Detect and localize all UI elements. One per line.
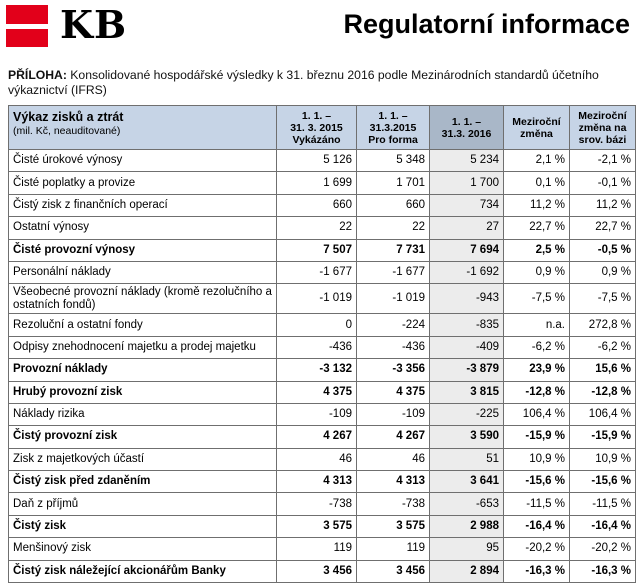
value-yoy-change: -7,5 % bbox=[504, 284, 570, 314]
value-2016: -653 bbox=[430, 493, 504, 515]
value-yoy-comparable: 272,8 % bbox=[570, 314, 636, 336]
value-yoy-comparable: -7,5 % bbox=[570, 284, 636, 314]
value-2015-proforma: 4 267 bbox=[357, 426, 430, 448]
value-2015-reported: -3 132 bbox=[277, 359, 357, 381]
value-yoy-comparable: 11,2 % bbox=[570, 194, 636, 216]
page-title: Regulatorní informace bbox=[343, 9, 630, 39]
header-col-2015-proforma bbox=[357, 106, 430, 150]
row-label: Čistý zisk náležející akcionářům Banky bbox=[9, 560, 277, 582]
table-row bbox=[9, 217, 636, 239]
value-2015-proforma: -3 356 bbox=[357, 359, 430, 381]
row-label: Čistý zisk před zdaněním bbox=[9, 471, 277, 493]
value-2016: -225 bbox=[430, 403, 504, 425]
row-label: Menšinový zisk bbox=[9, 538, 277, 560]
value-2015-reported: -1 677 bbox=[277, 261, 357, 283]
value-2016: 3 590 bbox=[430, 426, 504, 448]
header-line: Vykázáno bbox=[292, 133, 341, 146]
value-yoy-change: -16,3 % bbox=[504, 560, 570, 582]
value-yoy-comparable: 22,7 % bbox=[570, 217, 636, 239]
kb-logo-text: KB bbox=[60, 2, 128, 47]
header-line: Pro forma bbox=[368, 133, 418, 146]
value-yoy-change: 2,5 % bbox=[504, 239, 570, 261]
value-2016: -1 692 bbox=[430, 261, 504, 283]
header-col-yoy bbox=[504, 106, 570, 150]
header-col-2016 bbox=[430, 106, 504, 150]
table-row bbox=[9, 194, 636, 216]
table-row bbox=[9, 426, 636, 448]
row-label: Čisté provozní výnosy bbox=[9, 239, 277, 261]
income-statement-table bbox=[8, 105, 636, 583]
value-yoy-comparable: -2,1 % bbox=[570, 150, 636, 172]
row-label: Čistý zisk z finančních operací bbox=[9, 194, 277, 216]
value-yoy-change: -11,5 % bbox=[504, 493, 570, 515]
value-yoy-change: 0,9 % bbox=[504, 261, 570, 283]
value-2016: 734 bbox=[430, 194, 504, 216]
value-2015-reported: -109 bbox=[277, 403, 357, 425]
value-2015-reported: 3 456 bbox=[277, 560, 357, 582]
table-row bbox=[9, 493, 636, 515]
table-row bbox=[9, 284, 636, 314]
value-yoy-comparable: -11,5 % bbox=[570, 493, 636, 515]
header-label-cell bbox=[9, 106, 277, 150]
table-units: (mil. Kč, neauditované) bbox=[13, 125, 121, 137]
value-yoy-change: -16,4 % bbox=[504, 515, 570, 537]
value-2015-reported: 119 bbox=[277, 538, 357, 560]
value-yoy-change: 106,4 % bbox=[504, 403, 570, 425]
value-2015-proforma: -436 bbox=[357, 336, 430, 358]
value-2015-proforma: -1 019 bbox=[357, 284, 430, 314]
table-row bbox=[9, 448, 636, 470]
value-yoy-change: -12,8 % bbox=[504, 381, 570, 403]
value-2015-reported: 5 126 bbox=[277, 150, 357, 172]
table-row bbox=[9, 261, 636, 283]
value-2015-reported: 1 699 bbox=[277, 172, 357, 194]
value-2015-proforma: -738 bbox=[357, 493, 430, 515]
value-2015-proforma: -109 bbox=[357, 403, 430, 425]
value-2015-proforma: 46 bbox=[357, 448, 430, 470]
row-label: Všeobecné provozní náklady (kromě rezolučního a ostatních fondů) bbox=[9, 284, 277, 314]
value-2016: 2 988 bbox=[430, 515, 504, 537]
header-line: změna na bbox=[578, 121, 627, 134]
value-2016: 27 bbox=[430, 217, 504, 239]
value-2015-reported: 3 575 bbox=[277, 515, 357, 537]
value-2015-proforma: 3 575 bbox=[357, 515, 430, 537]
value-2015-reported: 4 375 bbox=[277, 381, 357, 403]
table-row bbox=[9, 381, 636, 403]
value-yoy-change: 11,2 % bbox=[504, 194, 570, 216]
value-2016: 51 bbox=[430, 448, 504, 470]
value-2016: 1 700 bbox=[430, 172, 504, 194]
value-yoy-change: -20,2 % bbox=[504, 538, 570, 560]
value-yoy-change: 22,7 % bbox=[504, 217, 570, 239]
value-yoy-comparable: 15,6 % bbox=[570, 359, 636, 381]
value-yoy-comparable: -6,2 % bbox=[570, 336, 636, 358]
value-yoy-change: 2,1 % bbox=[504, 150, 570, 172]
value-2016: 95 bbox=[430, 538, 504, 560]
value-yoy-comparable: -12,8 % bbox=[570, 381, 636, 403]
value-2016: 3 815 bbox=[430, 381, 504, 403]
header-line: 1. 1. – bbox=[451, 115, 482, 128]
value-2015-proforma: 4 375 bbox=[357, 381, 430, 403]
row-label: Čistý provozní zisk bbox=[9, 426, 277, 448]
row-label: Čisté poplatky a provize bbox=[9, 172, 277, 194]
table-row bbox=[9, 515, 636, 537]
table-row bbox=[9, 172, 636, 194]
value-yoy-change: -15,9 % bbox=[504, 426, 570, 448]
header-line: 31.3.2015 bbox=[369, 121, 417, 134]
header-line: 31. 3. 2015 bbox=[290, 121, 343, 134]
value-2016: -835 bbox=[430, 314, 504, 336]
value-yoy-change: 10,9 % bbox=[504, 448, 570, 470]
value-2015-reported: 7 507 bbox=[277, 239, 357, 261]
row-label: Rezoluční a ostatní fondy bbox=[9, 314, 277, 336]
value-2015-reported: 4 267 bbox=[277, 426, 357, 448]
row-label: Hrubý provozní zisk bbox=[9, 381, 277, 403]
value-yoy-comparable: -20,2 % bbox=[570, 538, 636, 560]
value-2016: 7 694 bbox=[430, 239, 504, 261]
table-row bbox=[9, 150, 636, 172]
table-row bbox=[9, 239, 636, 261]
value-yoy-comparable: -15,6 % bbox=[570, 471, 636, 493]
value-2015-proforma: 22 bbox=[357, 217, 430, 239]
header-line: Meziroční bbox=[512, 115, 561, 128]
value-2015-reported: -1 019 bbox=[277, 284, 357, 314]
value-2015-proforma: 119 bbox=[357, 538, 430, 560]
value-yoy-comparable: -0,1 % bbox=[570, 172, 636, 194]
table-header-row bbox=[9, 106, 636, 150]
value-2015-reported: -436 bbox=[277, 336, 357, 358]
header-line: 1. 1. – bbox=[301, 109, 332, 122]
header-line: 31.3. 2016 bbox=[441, 127, 492, 140]
value-2016: -943 bbox=[430, 284, 504, 314]
value-yoy-comparable: 10,9 % bbox=[570, 448, 636, 470]
value-2015-proforma: 1 701 bbox=[357, 172, 430, 194]
value-2015-reported: -738 bbox=[277, 493, 357, 515]
value-2016: -409 bbox=[430, 336, 504, 358]
value-yoy-change: 0,1 % bbox=[504, 172, 570, 194]
value-yoy-comparable: -0,5 % bbox=[570, 239, 636, 261]
table-body bbox=[9, 150, 636, 583]
value-2015-proforma: 3 456 bbox=[357, 560, 430, 582]
header-line: srov. bázi bbox=[578, 133, 627, 146]
value-yoy-comparable: 106,4 % bbox=[570, 403, 636, 425]
value-2015-proforma: -224 bbox=[357, 314, 430, 336]
value-2016: 3 641 bbox=[430, 471, 504, 493]
header-col-2015-reported bbox=[277, 106, 357, 150]
value-yoy-comparable: -16,4 % bbox=[570, 515, 636, 537]
header-col-yoy-comparable bbox=[570, 106, 636, 150]
value-2015-proforma: 7 731 bbox=[357, 239, 430, 261]
row-label: Náklady rizika bbox=[9, 403, 277, 425]
page-header bbox=[0, 0, 640, 62]
row-label: Zisk z majetkových účastí bbox=[9, 448, 277, 470]
value-2015-proforma: 5 348 bbox=[357, 150, 430, 172]
table-row bbox=[9, 359, 636, 381]
value-2016: 2 894 bbox=[430, 560, 504, 582]
annex-note bbox=[8, 68, 628, 98]
value-yoy-change: -6,2 % bbox=[504, 336, 570, 358]
value-yoy-change: 23,9 % bbox=[504, 359, 570, 381]
row-label: Čisté úrokové výnosy bbox=[9, 150, 277, 172]
value-2016: -3 879 bbox=[430, 359, 504, 381]
value-2015-proforma: 660 bbox=[357, 194, 430, 216]
table-row bbox=[9, 538, 636, 560]
value-yoy-change: -15,6 % bbox=[504, 471, 570, 493]
value-2015-proforma: 4 313 bbox=[357, 471, 430, 493]
table-row bbox=[9, 403, 636, 425]
value-yoy-comparable: 0,9 % bbox=[570, 261, 636, 283]
header-line: změna bbox=[520, 127, 553, 140]
annex-label: PŘÍLOHA: bbox=[8, 68, 67, 82]
row-label: Daň z příjmů bbox=[9, 493, 277, 515]
value-yoy-comparable: -15,9 % bbox=[570, 426, 636, 448]
kb-logo-mark bbox=[6, 5, 48, 47]
value-2016: 5 234 bbox=[430, 150, 504, 172]
header-line: Meziroční bbox=[578, 109, 627, 122]
row-label: Odpisy znehodnocení majetku a prodej majetku bbox=[9, 336, 277, 358]
table-row bbox=[9, 471, 636, 493]
table-row bbox=[9, 336, 636, 358]
row-label: Čistý zisk bbox=[9, 515, 277, 537]
value-2015-reported: 660 bbox=[277, 194, 357, 216]
value-2015-reported: 4 313 bbox=[277, 471, 357, 493]
header-line: 1. 1. – bbox=[378, 109, 408, 122]
row-label: Personální náklady bbox=[9, 261, 277, 283]
row-label: Provozní náklady bbox=[9, 359, 277, 381]
value-yoy-comparable: -16,3 % bbox=[570, 560, 636, 582]
annex-text: Konsolidované hospodářské výsledky k 31. březnu 2016 podle Mezinárodních standardů účetního výkaznictví (IFRS) bbox=[8, 68, 599, 97]
row-label: Ostatní výnosy bbox=[9, 217, 277, 239]
value-2015-reported: 22 bbox=[277, 217, 357, 239]
value-2015-reported: 46 bbox=[277, 448, 357, 470]
table-row bbox=[9, 560, 636, 582]
value-yoy-change: n.a. bbox=[504, 314, 570, 336]
value-2015-proforma: -1 677 bbox=[357, 261, 430, 283]
value-2015-reported: 0 bbox=[277, 314, 357, 336]
table-title: Výkaz zisků a ztrát bbox=[13, 110, 124, 124]
table-row bbox=[9, 314, 636, 336]
